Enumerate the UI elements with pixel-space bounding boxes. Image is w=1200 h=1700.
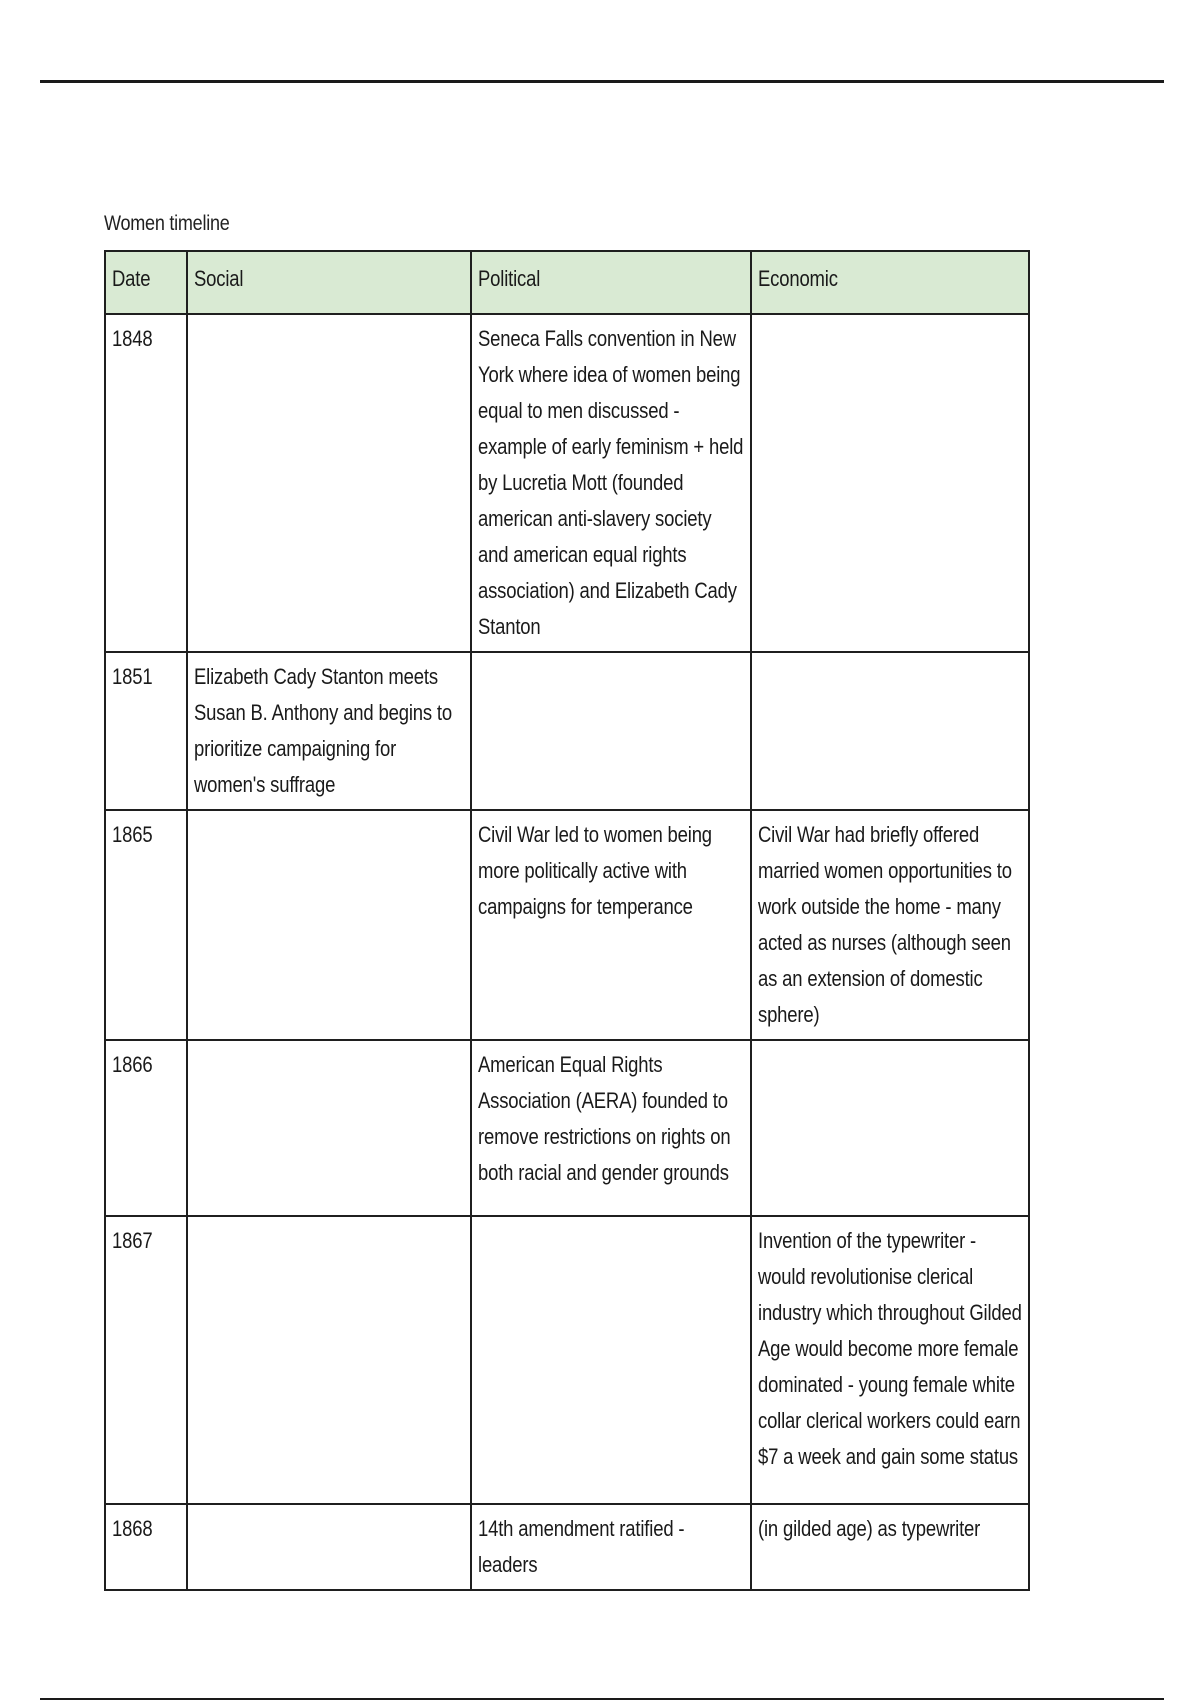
date-cell: 1865 — [105, 810, 187, 1040]
economic-cell: Civil War had briefly offered married women opportunities to work outside the home - many acted as nurses (although seen as an extension of domestic sphere) — [751, 810, 1029, 1040]
table-row — [105, 652, 1029, 810]
political-cell: Civil War led to women being more politically active with campaigns for temperance — [471, 810, 751, 1040]
document-title: Women timeline — [104, 212, 230, 235]
date-cell: 1867 — [105, 1216, 187, 1504]
header-date: Date — [105, 251, 187, 314]
social-cell — [187, 810, 471, 1040]
date-cell: 1868 — [105, 1504, 187, 1590]
economic-cell — [751, 1040, 1029, 1216]
table-row — [105, 1504, 1029, 1590]
top-divider — [40, 80, 1164, 83]
date-cell: 1848 — [105, 314, 187, 652]
social-cell: Elizabeth Cady Stanton meets Susan B. Anthony and begins to prioritize campaigning for women's suffrage — [187, 652, 471, 810]
table-row — [105, 1040, 1029, 1216]
social-cell — [187, 1504, 471, 1590]
timeline-table — [104, 250, 1030, 1591]
political-cell: American Equal Rights Association (AERA) founded to remove restrictions on rights on both racial and gender grounds — [471, 1040, 751, 1216]
political-cell: 14th amendment ratified - leaders — [471, 1504, 751, 1590]
table-row — [105, 314, 1029, 652]
date-cell: 1866 — [105, 1040, 187, 1216]
economic-cell — [751, 652, 1029, 810]
table-row — [105, 810, 1029, 1040]
header-political: Political — [471, 251, 751, 314]
social-cell — [187, 1040, 471, 1216]
economic-cell: Invention of the typewriter - would revolutionise clerical industry which throughout Gilded Age would become more female dominated - young female white collar clerical workers could earn $7 a week and gain some status — [751, 1216, 1029, 1504]
economic-cell: (in gilded age) as typewriter — [751, 1504, 1029, 1590]
table-row — [105, 1216, 1029, 1504]
header-social: Social — [187, 251, 471, 314]
date-cell: 1851 — [105, 652, 187, 810]
political-cell: Seneca Falls convention in New York where idea of women being equal to men discussed - example of early feminism + held by Lucretia Mott (founded american anti-slavery society and american equal rights association) and Elizabeth Cady Stanton — [471, 314, 751, 652]
social-cell — [187, 1216, 471, 1504]
political-cell — [471, 652, 751, 810]
political-cell — [471, 1216, 751, 1504]
economic-cell — [751, 314, 1029, 652]
header-economic: Economic — [751, 251, 1029, 314]
social-cell — [187, 314, 471, 652]
header-row — [105, 251, 1029, 314]
